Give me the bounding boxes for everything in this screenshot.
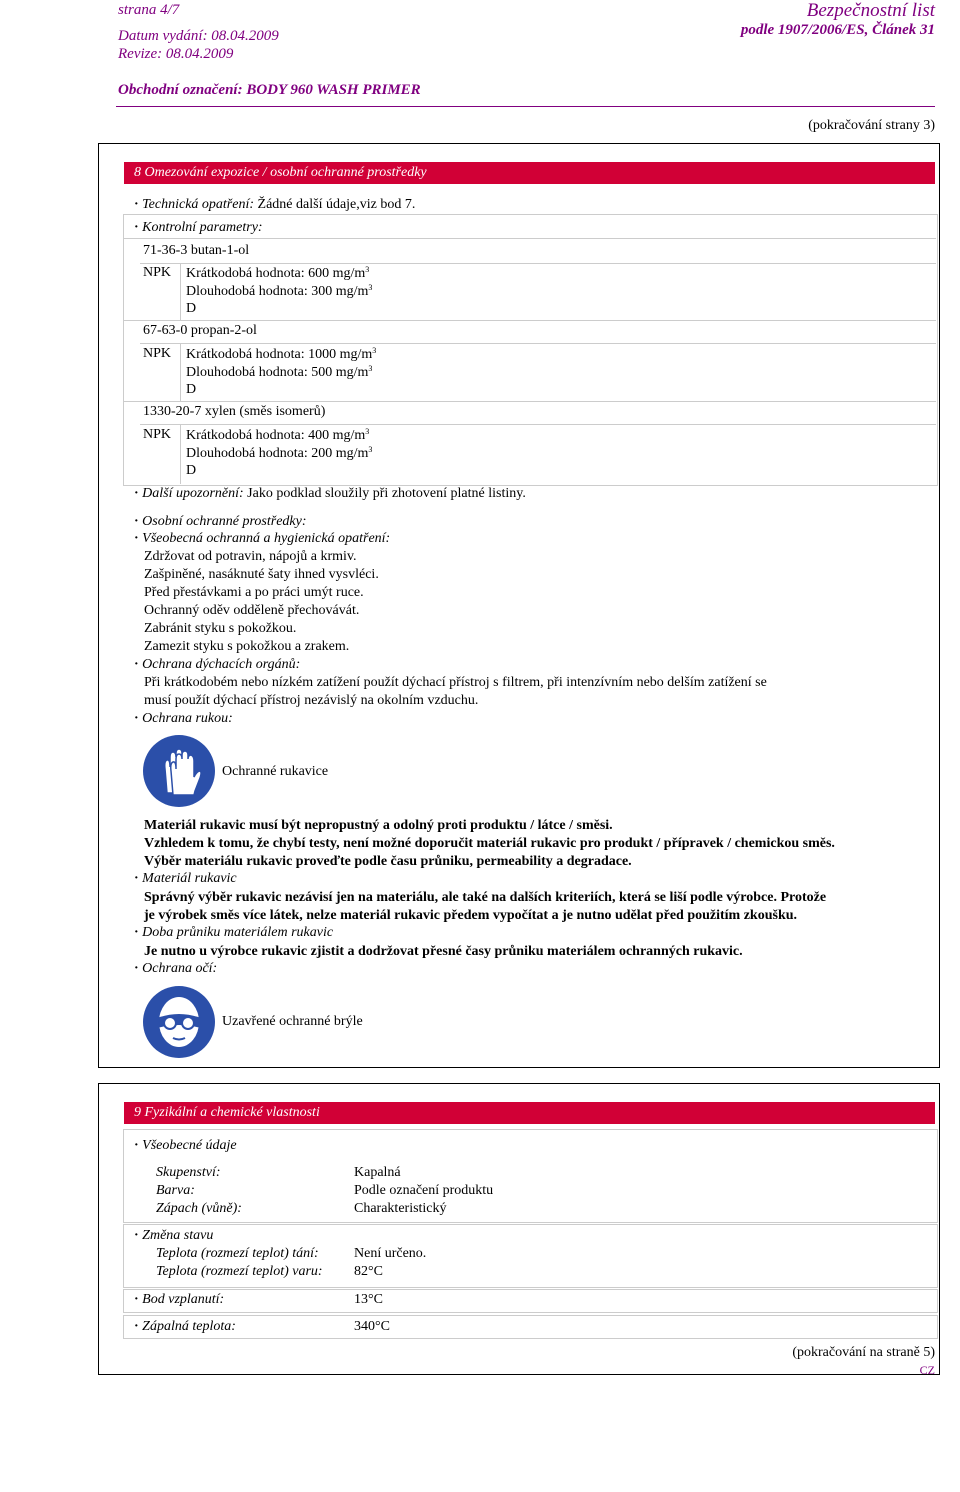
language-code: CZ [919,1363,935,1377]
hygiene-line-1: Zdržovat od potravin, nápojů a krmiv. [144,549,357,564]
substance-3-type: NPK [143,427,172,442]
boiling-label: Teplota (rozmezí teplot) varu: [156,1264,323,1279]
substance-2-long: Dlouhodobá hodnota: 500 $mg/m^3$ [186,364,373,380]
substance-1-name: 71-36-3 butan-1-ol [143,243,250,258]
melting-label: Teplota (rozmezí teplot) tání: [156,1246,319,1261]
document-title: Bezpečnostní list [806,0,935,21]
color-value: Podle označení produktu [354,1183,494,1198]
color-label: Barva: [156,1183,195,1198]
odor-label: Zápach (vůně): [156,1201,242,1216]
hygiene-line-3: Před přestávkami a po práci umýt ruce. [144,585,364,600]
hands-label: · Ochrana rukou: [134,711,233,726]
substance-2-type: NPK [143,346,172,361]
goggles-icon [143,986,215,1058]
odor-value: Charakteristický [354,1201,447,1216]
flash-point-value: 13°C [354,1292,383,1307]
gloves-icon [143,735,215,807]
substance-1-note: D [186,301,197,316]
hygiene-line-6: Zamezit styku s pokožkou a zrakem. [144,639,350,654]
melting-value: Není určeno. [354,1246,427,1261]
substance-1-type: NPK [143,265,172,280]
boiling-value: 82°C [354,1264,383,1279]
glove-line-3: Výběr materiálu rukavic proveďte podle času průniku, permeability a degradace. [144,854,632,869]
material-line-1: Správný výběr rukavic nezávisí jen na materiálu, ale také na dalších kriteriích, která se liší podle výrobce. Protože [144,890,827,905]
hygiene-line-2: Zašpiněné, nasáknuté šaty ihned vysvléci. [144,567,379,582]
substance-2-note: D [186,382,197,397]
continuation-note: (pokračování strany 3) [808,118,935,133]
respiratory-line-2: musí použít dýchací přístroj nezávislý na okolním vzduchu. [144,693,479,708]
hygiene-label: · Všeobecná ochranná a hygienická opatření: [134,531,391,546]
continued-note: (pokračování na straně 5) [792,1345,935,1360]
substance-2-name: 67-63-0 propan-2-ol [143,323,257,338]
substance-3-long: Dlouhodobá hodnota: 200 $mg/m^3$ [186,445,373,461]
section-9-title: 9 Fyzikální a chemické vlastnosti [124,1102,935,1124]
substance-3-short: Krátkodobá hodnota: 400 $mg/m^3$ [186,427,370,443]
state-label: Skupenství: [156,1165,221,1180]
section-8-title: 8 Omezování expozice / osobní ochranné prostředky [124,162,935,184]
technical-measures: · Technická opatření: Žádné další údaje,viz bod 7. [134,197,416,212]
control-parameters-label: · Kontrolní parametry: [134,220,263,235]
substance-1-short: Krátkodobá hodnota: 600 $mg/m^3$ [186,265,370,281]
respiratory-line-1: Při krátkodobém nebo nízkém zatížení použít dýchací přístroj s filtrem, při intenzívním nebo delším zatížení se [144,675,767,690]
breakthrough-line: Je nutno u výrobce rukavic zjistit a dodržovat přesné časy průniku materiálem ochranných rukavic. [144,944,743,959]
state-change-label: · Změna stavu [134,1228,214,1243]
issue-date: Datum vydání: 08.04.2009 [118,28,279,44]
eyes-label: · Ochrana očí: [134,961,218,976]
general-info-label: · Všeobecné údaje [134,1138,237,1153]
further-notes: · Další upozornění: Jako podklad sloužily při zhotovení platné listiny. [134,486,526,501]
substance-3-name: 1330-20-7 xylen (směs isomerů) [143,404,326,419]
substance-2-short: Krátkodobá hodnota: 1000 $mg/m^3$ [186,346,377,362]
substance-1-long: Dlouhodobá hodnota: 300 $mg/m^3$ [186,283,373,299]
material-line-2: je výrobek směs více látek, nelze materiál rukavic předem vypočítat a je nutno udělat před použitím zkoušku. [144,908,798,923]
state-value: Kapalná [354,1165,401,1180]
flash-point-label: · Bod vzplanutí: [134,1292,225,1307]
hygiene-line-4: Ochranný oděv odděleně přechovávát. [144,603,360,618]
glove-line-1: Materiál rukavic musí být nepropustný a odolný proti produktu / látce / směsi. [144,818,613,833]
ppe-label: · Osobní ochranné prostředky: [134,514,307,529]
material-label: · Materiál rukavic [134,871,237,886]
gloves-caption: Ochranné rukavice [222,764,329,779]
respiratory-label: · Ochrana dýchacích orgánů: [134,657,301,672]
hygiene-line-5: Zabránit styku s pokožkou. [144,621,297,636]
trade-name: Obchodní označení: BODY 960 WASH PRIMER [118,82,421,98]
regulation-reference: podle 1907/2006/ES, Článek 31 [740,22,935,38]
goggles-caption: Uzavřené ochranné brýle [222,1014,363,1029]
ignition-value: 340°C [354,1319,390,1334]
glove-line-2: Vzhledem k tomu, že chybí testy, není možné doporučit materiál rukavic pro produkt / přípravek / chemickou směs. [144,836,835,851]
page-number: strana 4/7 [118,2,180,18]
revision-date: Revize: 08.04.2009 [118,46,234,62]
substance-3-note: D [186,463,197,478]
header-divider [116,106,935,107]
breakthrough-label: · Doba průniku materiálem rukavic [134,925,334,940]
ignition-label: · Zápalná teplota: [134,1319,236,1334]
